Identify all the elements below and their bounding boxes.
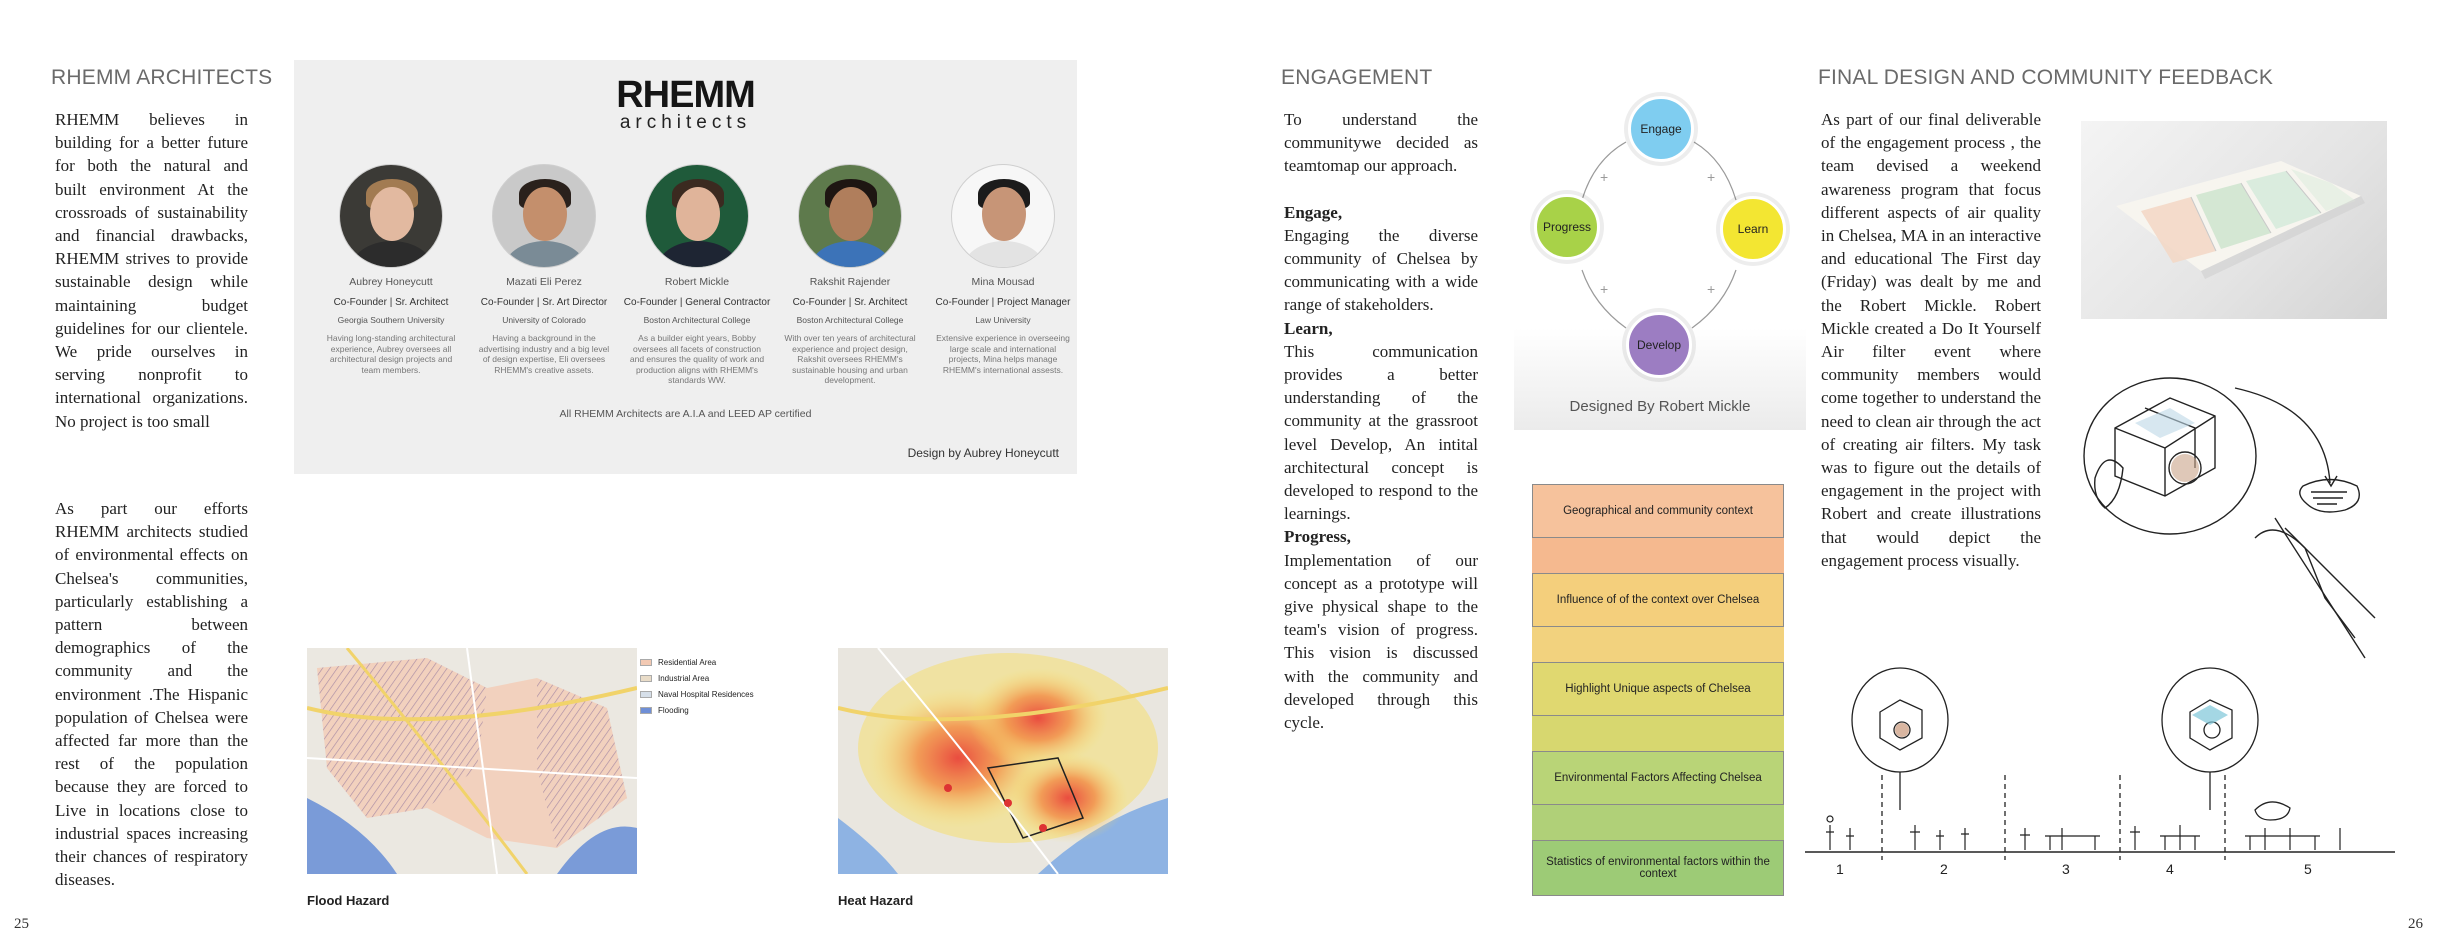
team-member-card <box>469 164 619 375</box>
member-name: Aubrey Honeycutt <box>349 276 433 288</box>
svg-text:+: + <box>1707 169 1716 185</box>
heat-map-graphic <box>838 648 1168 874</box>
page-number-right: 26 <box>2408 916 2423 932</box>
page-number-left: 25 <box>14 916 29 932</box>
flow-step: Highlight Unique aspects of Chelsea <box>1532 662 1784 716</box>
member-description: As a builder eight years, Bobby oversees all facets of construction and ensures the quality of work and production aligns with RHEMM's standards WW. <box>629 333 765 385</box>
progress-text: Implementation of our concept as a prototype will give physical shape to the team's vision of progress. This vision is discussed with the community and developed through this cycle. <box>1284 550 1478 733</box>
engage-title: Engage, <box>1284 202 1343 222</box>
sketch-step-number: 5 <box>2304 861 2312 877</box>
sketch-step-number: 4 <box>2166 861 2174 877</box>
logo-subtitle: architects <box>619 112 752 133</box>
learn-text: This communication provides a better understanding of the community at the grassroot level Develop, An intital architectural concept is developed to respond to the learnings. <box>1284 341 1478 524</box>
flow-gap <box>1532 805 1784 840</box>
legend-item: Residential Area <box>640 654 754 670</box>
progress-title: Progress, <box>1284 527 1351 547</box>
rhemm-study-paragraph: As part our efforts RHEMM architects studied of environmental effects on Chelsea's communities, particularly establishing a pattern between demographics of the community and the environment .The Hispanic population of Chelsea were affected far more than the rest of the population because they are forced to Live in locations close to industrial spaces increasing their chances of respiratory diseases. <box>55 499 248 890</box>
flow-gap <box>1532 627 1784 662</box>
heat-map-caption: Heat Hazard <box>838 893 914 908</box>
heat-hazard-map <box>838 648 1168 874</box>
avatar <box>798 164 902 268</box>
engagement-process-sketch <box>1800 660 2400 890</box>
flood-map-caption: Flood Hazard <box>307 893 390 908</box>
member-description: With over ten years of architectural experience and project design, Rakshit oversees RHEMM's sustainable housing and urban development. <box>784 333 916 385</box>
brochure-graphic <box>2081 121 2387 319</box>
final-design-heading: FINAL DESIGN AND COMMUNITY FEEDBACK <box>1818 66 2274 89</box>
final-design-text: As part of our final deliverable of the engagement process , the team devised a weekend awareness program that focus different aspects of air quality in Chelsea, MA in an interactive and educational The First day (Friday) was dealt by me and the Robert Mickle. Robert Mickle created a Do It Yourself Air filter event where community members would come together to understand the need to clean air through the act of creating air filters. My task was to figure out the details of engagement in the project with Robert and create illustrations that would depict the engagement process visually. <box>1821 110 2041 570</box>
rhemm-logo <box>294 76 1077 132</box>
rhemm-intro-paragraph: RHEMM believes in building for a better future for both the natural and built environment At the crossroads of sustainability and financial drawbacks, RHEMM strives to provide sustainable design while maintaining budget guidelines for our clientele. We pride ourselves in serving nonprofit to international organizations. No project is too small <box>55 110 248 431</box>
flow-step: Environmental Factors Affecting Chelsea <box>1532 751 1784 805</box>
member-school: Boston Architectural College <box>796 315 904 325</box>
member-school: University of Colorado <box>502 315 586 325</box>
team-member-card <box>928 164 1078 375</box>
member-school: Law University <box>975 315 1031 325</box>
logo-wordmark: RHEMM <box>616 74 755 116</box>
member-name: Rakshit Rajender <box>809 276 891 288</box>
engage-text: Engaging the diverse community of Chelsea by communicating with a wide range of stakeholders. <box>1284 225 1478 315</box>
engagement-intro: To understand the communitywe decided as teamtomap our approach. <box>1284 110 1478 176</box>
avatar <box>492 164 596 268</box>
map-legend <box>640 654 754 718</box>
avatar <box>645 164 749 268</box>
member-name: Mazati Eli Perez <box>506 276 582 288</box>
member-name: Robert Mickle <box>664 276 730 288</box>
cycle-credit: Designed By Robert Mickle <box>1569 398 1751 415</box>
avatar <box>339 164 443 268</box>
flood-hazard-map <box>307 648 637 874</box>
learn-node: Learn <box>1720 196 1786 262</box>
legend-item: Industrial Area <box>640 670 754 686</box>
member-role: Co-Founder | Sr. Art Director <box>480 297 608 308</box>
sketch-step-number: 3 <box>2062 861 2070 877</box>
engagement-cycle-diagram <box>1514 90 1806 430</box>
engage-node: Engage <box>1628 96 1694 162</box>
member-role: Co-Founder | General Contractor <box>623 297 771 308</box>
flow-gap <box>1532 716 1784 751</box>
team-member-card <box>316 164 466 375</box>
flow-step: Influence of of the context over Chelsea <box>1532 573 1784 627</box>
flow-step: Statistics of environmental factors within the context <box>1532 840 1784 896</box>
sketch-step-number: 2 <box>1940 861 1948 877</box>
member-description: Extensive experience in overseeing large scale and international projects, Mina helps manage RHEMM's international assests. <box>936 333 1070 375</box>
learn-title: Learn, <box>1284 318 1333 338</box>
member-role: Co-Founder | Sr. Architect <box>792 297 908 308</box>
member-role: Co-Founder | Sr. Architect <box>333 297 449 308</box>
flow-step: Geographical and community context <box>1532 484 1784 538</box>
develop-node: Develop <box>1626 312 1692 378</box>
svg-text:+: + <box>1600 281 1609 297</box>
member-school: Georgia Southern University <box>337 315 445 325</box>
engagement-heading: ENGAGEMENT <box>1281 66 1433 89</box>
member-school: Boston Architectural College <box>643 315 751 325</box>
team-design-credit: Design by Aubrey Honeycutt <box>907 446 1059 460</box>
svg-text:+: + <box>1600 169 1609 185</box>
legend-item: Flooding <box>640 702 754 718</box>
member-name: Mina Mousad <box>971 276 1035 288</box>
team-member-card <box>622 164 772 386</box>
process-timeline-drawing <box>1800 660 2400 890</box>
sketch-step-number: 1 <box>1836 861 1844 877</box>
engagement-text <box>1284 108 1478 734</box>
team-member-card <box>775 164 925 386</box>
member-description: Having a background in the advertising industry and a big level of design expertise, Eli oversees RHEMM's creative assets. <box>478 333 610 375</box>
context-flow <box>1532 484 1784 910</box>
rhemm-heading: RHEMM ARCHITECTS <box>51 66 273 89</box>
brochure-photo <box>2081 121 2387 319</box>
svg-text:+: + <box>1707 281 1716 297</box>
certification-note: All RHEMM Architects are A.I.A and LEED AP certified <box>559 408 812 420</box>
team-panel <box>294 60 1077 474</box>
member-description: Having long-standing architectural experience, Aubrey oversees all architectural design projects and team members. <box>326 333 456 375</box>
avatar <box>951 164 1055 268</box>
flow-gap <box>1532 538 1784 573</box>
member-role: Co-Founder | Project Manager <box>935 297 1071 308</box>
air-filter-sketch <box>2075 368 2395 668</box>
flood-map-graphic <box>307 648 637 874</box>
progress-node: Progress <box>1534 194 1600 260</box>
sketch-drawing <box>2075 368 2395 668</box>
legend-item: Naval Hospital Residences <box>640 686 754 702</box>
